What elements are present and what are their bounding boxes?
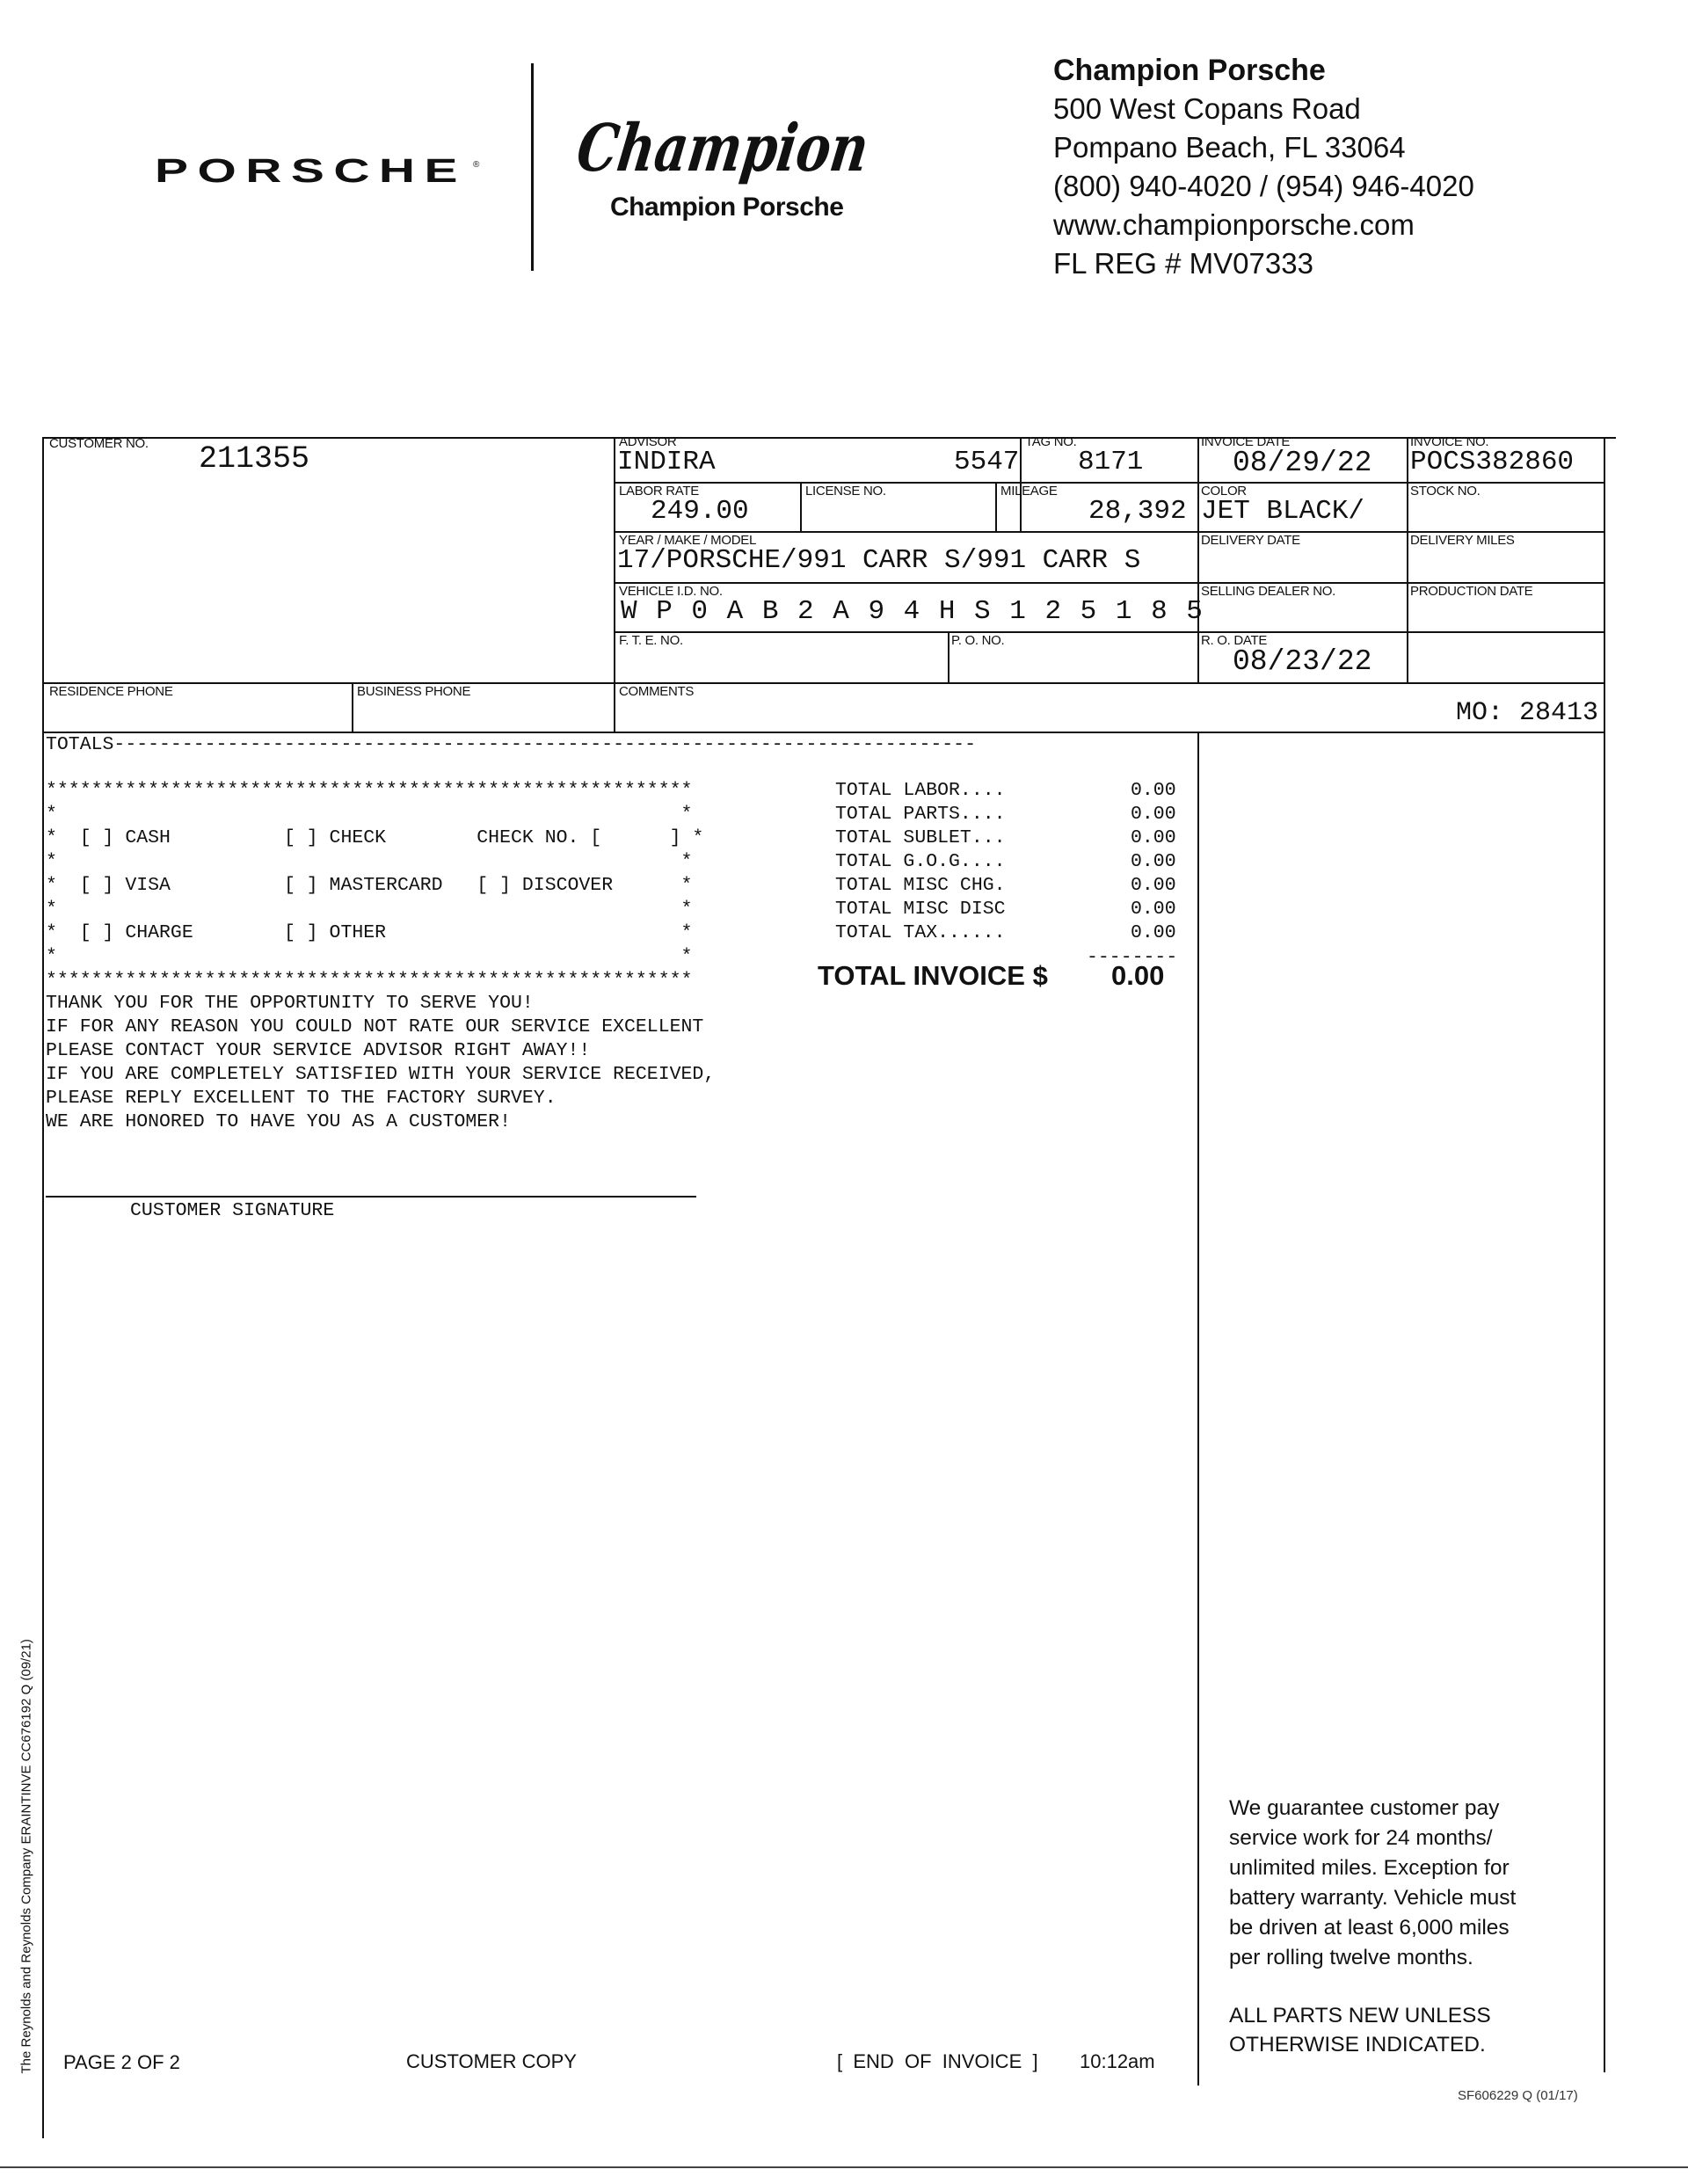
guarantee-line: be driven at least 6,000 miles xyxy=(1229,1916,1510,1940)
total-parts-label: TOTAL PARTS.... xyxy=(835,804,1006,825)
total-parts-value: 0.00 xyxy=(1131,804,1176,825)
comments-label: COMMENTS xyxy=(619,684,695,699)
signature-label: CUSTOMER SIGNATURE xyxy=(130,1200,335,1221)
production-date-label: PRODUCTION DATE xyxy=(1410,584,1533,599)
message-line: WE ARE HONORED TO HAVE YOU AS A CUSTOMER! xyxy=(46,1111,511,1132)
customer-no-value: 211355 xyxy=(199,441,310,477)
dealer-phones: (800) 940-4020 / (954) 946-4020 xyxy=(1053,170,1474,202)
message-line: PLEASE REPLY EXCELLENT TO THE FACTORY SURVEY. xyxy=(46,1088,557,1109)
guarantee-line: per rolling twelve months. xyxy=(1229,1946,1473,1969)
invoice-no-value: POCS382860 xyxy=(1410,447,1575,477)
grid-line xyxy=(1197,437,1199,682)
advisor-label: ADVISOR xyxy=(619,434,677,449)
ro-date-label: R. O. DATE xyxy=(1201,633,1268,648)
total-tax-value: 0.00 xyxy=(1131,922,1176,943)
payment-line: * * xyxy=(46,804,693,825)
total-labor-label: TOTAL LABOR.... xyxy=(835,780,1006,801)
grid-line xyxy=(1407,437,1408,682)
total-misc-disc-value: 0.00 xyxy=(1131,899,1176,920)
guarantee-line: We guarantee customer pay xyxy=(1229,1796,1500,1820)
tag-no-label: TAG NO. xyxy=(1025,434,1077,449)
labor-rate-value: 249.00 xyxy=(651,496,749,527)
champion-script-text: Champion xyxy=(572,109,955,186)
tag-no-value: 8171 xyxy=(1078,447,1144,477)
champion-script-logo xyxy=(572,106,955,186)
delivery-miles-label: DELIVERY MILES xyxy=(1410,533,1515,548)
total-labor-value: 0.00 xyxy=(1131,780,1176,801)
grid-line xyxy=(614,631,1604,633)
total-gog-label: TOTAL G.O.G.... xyxy=(835,851,1006,872)
grid-line xyxy=(352,682,353,732)
total-sublet-label: TOTAL SUBLET... xyxy=(835,827,1006,848)
year-make-model-label: YEAR / MAKE / MODEL xyxy=(619,533,757,548)
business-phone-label: BUSINESS PHONE xyxy=(357,684,471,699)
payment-line: * * xyxy=(46,899,693,920)
total-gog-value: 0.00 xyxy=(1131,851,1176,872)
form-code: SF606229 Q (01/17) xyxy=(1458,2088,1578,2103)
parts-line: OTHERWISE INDICATED. xyxy=(1229,2033,1486,2057)
totals-rule: -------- xyxy=(1087,947,1178,968)
color-label: COLOR xyxy=(1201,484,1247,499)
payment-line: ********************************************************* xyxy=(46,780,693,801)
porsche-logo-text: PORSCHE xyxy=(155,153,467,190)
invoice-date-label: INVOICE DATE xyxy=(1201,434,1291,449)
total-invoice-value: 0.00 xyxy=(1111,960,1165,991)
payment-line: * * xyxy=(46,946,693,967)
grid-line xyxy=(800,482,802,531)
message-line: THANK YOU FOR THE OPPORTUNITY TO SERVE YOU! xyxy=(46,993,534,1014)
header-divider xyxy=(531,63,534,271)
porsche-logo xyxy=(155,153,482,190)
advisor-value: INDIRA xyxy=(617,447,716,477)
grid-line xyxy=(1197,732,1199,2086)
guarantee-line: battery warranty. Vehicle must xyxy=(1229,1886,1517,1910)
stock-no-label: STOCK NO. xyxy=(1410,484,1481,499)
payment-line: * * xyxy=(46,851,693,872)
signature-line xyxy=(46,1196,696,1198)
year-make-model-value: 17/PORSCHE/991 CARR S/991 CARR S xyxy=(617,545,1141,576)
ro-date-value: 08/23/22 xyxy=(1233,645,1372,678)
bottom-rule xyxy=(0,2166,1688,2168)
champion-logo-caption: Champion Porsche xyxy=(610,193,844,222)
parts-note xyxy=(1229,2001,1491,2059)
totals-panel xyxy=(818,779,1182,1008)
dealer-name: Champion Porsche xyxy=(1053,54,1326,87)
payment-line: ********************************************************* xyxy=(46,970,693,991)
svg-text:®: ® xyxy=(473,160,480,170)
mileage-value: 28,392 xyxy=(1088,496,1187,527)
print-time: 10:12am xyxy=(1080,2050,1155,2072)
vin-value: W P 0 A B 2 A 9 4 H S 1 2 5 1 8 5 xyxy=(621,596,1204,627)
dealer-website: www.championporsche.com xyxy=(1053,208,1415,241)
dealer-address-1: 500 West Copans Road xyxy=(1053,92,1361,125)
color-value: JET BLACK/ xyxy=(1201,496,1365,527)
message-line: IF YOU ARE COMPLETELY SATISFIED WITH YOUR SERVICE RECEIVED, xyxy=(46,1064,716,1085)
message-line: PLEASE CONTACT YOUR SERVICE ADVISOR RIGHT AWAY!! xyxy=(46,1040,591,1061)
total-sublet-value: 0.00 xyxy=(1131,827,1176,848)
mo-number: MO: 28413 xyxy=(1456,698,1599,728)
total-misc-disc-label: TOTAL MISC DISC xyxy=(835,899,1006,920)
grid-line xyxy=(42,437,44,2138)
total-invoice-label: TOTAL INVOICE $ xyxy=(818,960,1048,991)
dealer-address-2: Pompano Beach, FL 33064 xyxy=(1053,131,1406,164)
guarantee-line: service work for 24 months/ xyxy=(1229,1826,1493,1850)
grid-line xyxy=(614,437,615,732)
total-misc-chg-value: 0.00 xyxy=(1131,875,1176,896)
residence-phone-label: RESIDENCE PHONE xyxy=(49,684,173,699)
parts-line: ALL PARTS NEW UNLESS xyxy=(1229,2004,1491,2027)
advisor-code: 5547 xyxy=(954,447,1020,477)
payment-line: * [ ] CASH [ ] CHECK CHECK NO. [ ] * xyxy=(46,827,704,848)
grid-line xyxy=(995,482,997,531)
license-no-label: LICENSE NO. xyxy=(805,484,886,499)
vin-label: VEHICLE I.D. NO. xyxy=(619,584,723,599)
invoice-date-value: 08/29/22 xyxy=(1233,447,1372,479)
grid-line xyxy=(1604,437,1605,2072)
guarantee-note xyxy=(1229,1794,1516,1973)
customer-no-label: CUSTOMER NO. xyxy=(49,436,149,451)
selling-dealer-no-label: SELLING DEALER NO. xyxy=(1201,584,1335,599)
total-misc-chg-label: TOTAL MISC CHG. xyxy=(835,875,1006,896)
labor-rate-label: LABOR RATE xyxy=(619,484,699,499)
guarantee-line: unlimited miles. Exception for xyxy=(1229,1856,1510,1880)
totals-divider: TOTALS---------------------------------------------------------------------------- xyxy=(46,734,976,755)
grid-line xyxy=(42,682,1604,684)
total-tax-label: TOTAL TAX...... xyxy=(835,922,1006,943)
dealer-registration: FL REG # MV07333 xyxy=(1053,247,1313,280)
message-line: IF FOR ANY REASON YOU COULD NOT RATE OUR SERVICE EXCELLENT xyxy=(46,1016,704,1037)
side-imprint: The Reynolds and Reynolds Company ERAINTINVE CC676192 Q (09/21) xyxy=(18,1639,34,2074)
copy-type: CUSTOMER COPY xyxy=(406,2050,577,2072)
po-no-label: P. O. NO. xyxy=(951,633,1005,648)
end-of-invoice: [ END OF INVOICE ] xyxy=(837,2050,1038,2072)
mileage-label: MILEAGE xyxy=(1000,484,1058,499)
payment-line: * [ ] VISA [ ] MASTERCARD [ ] DISCOVER * xyxy=(46,875,693,896)
page-number: PAGE 2 OF 2 xyxy=(63,2051,180,2073)
payment-line: * [ ] CHARGE [ ] OTHER * xyxy=(46,922,693,943)
grid-line xyxy=(42,437,1616,439)
fte-no-label: F. T. E. NO. xyxy=(619,633,683,648)
invoice-no-label: INVOICE NO. xyxy=(1410,434,1489,449)
delivery-date-label: DELIVERY DATE xyxy=(1201,533,1300,548)
grid-line xyxy=(948,631,950,682)
